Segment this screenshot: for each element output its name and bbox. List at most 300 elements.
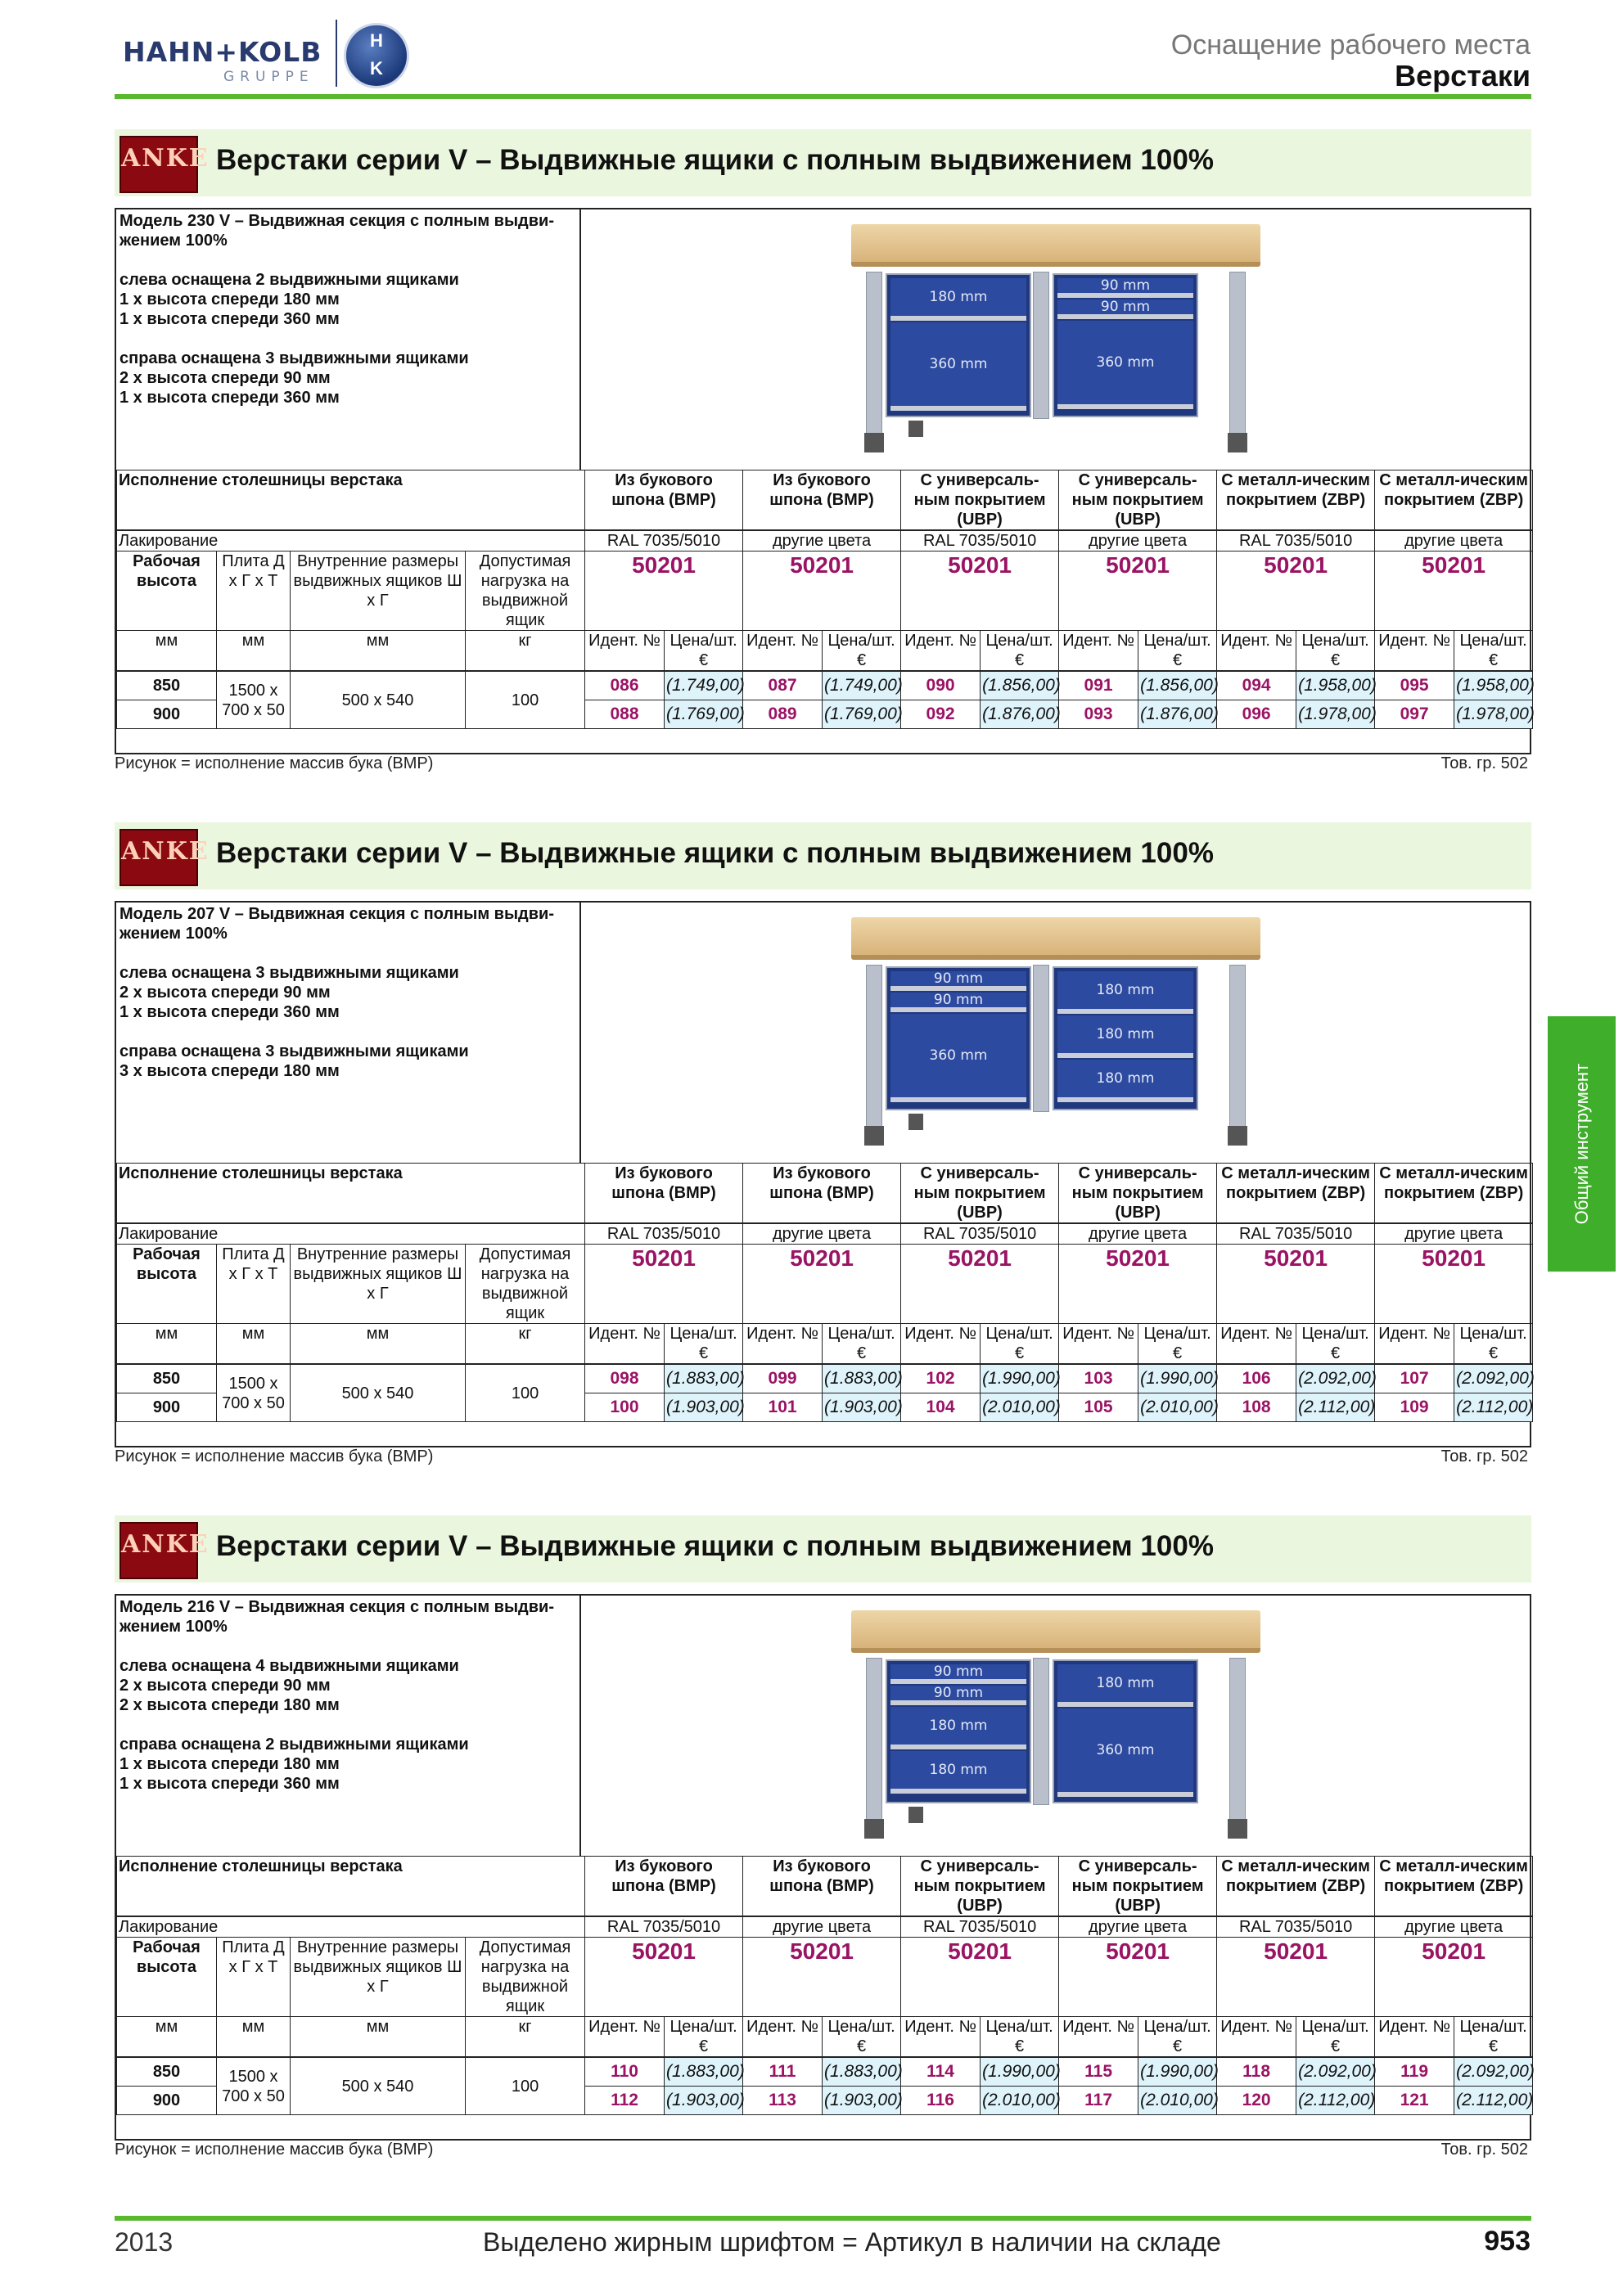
load-header: Допустимая нагрузка на выдвижной ящик	[466, 551, 585, 631]
unit-label: мм	[217, 1324, 291, 1365]
article-id[interactable]: 109	[1375, 1393, 1454, 1422]
price-table	[116, 470, 1533, 729]
left-config: 2 х высота спереди 90 мм	[119, 984, 331, 1002]
inner-size-header: Внутренние размеры выдвижных ящиков Ш х Г	[291, 551, 466, 631]
drawer: 360 mm	[1057, 321, 1193, 409]
brand-subname: GRUPPE	[223, 69, 314, 85]
plate-size: 1500 x 700 x 50	[217, 671, 291, 729]
variant-color: RAL 7035/5010	[901, 1916, 1059, 1938]
workbench-leg	[1229, 272, 1246, 435]
brand-logo	[119, 18, 417, 92]
work-height: 850	[117, 2057, 217, 2087]
article-id[interactable]: 108	[1217, 1393, 1296, 1422]
article-id[interactable]: 111	[743, 2057, 823, 2087]
left-drawer-cabinet	[886, 1659, 1031, 1803]
workbench-foot	[864, 1819, 884, 1839]
id-header: Идент. №	[901, 2017, 981, 2058]
price-table	[116, 1856, 1533, 2115]
drawer: 360 mm	[890, 1014, 1026, 1102]
plate-size: 1500 x 700 x 50	[217, 2057, 291, 2115]
article-price: (2.092,00)	[1454, 2057, 1533, 2087]
work-height: 850	[117, 671, 217, 700]
article-price: (1.883,00)	[665, 2057, 743, 2087]
price-header: Цена/шт. €	[823, 2017, 901, 2058]
article-id[interactable]: 093	[1059, 700, 1138, 729]
article-price: (1.978,00)	[1454, 700, 1533, 729]
category-side-tab[interactable]	[1548, 1016, 1616, 1272]
article-price: (2.010,00)	[981, 2087, 1059, 2115]
section-banner	[115, 822, 1531, 889]
id-header: Идент. №	[585, 1324, 665, 1365]
article-id[interactable]: 105	[1059, 1393, 1138, 1422]
workbench-foot	[908, 1807, 923, 1823]
variant-top-header: Из букового шпона (BMP)	[743, 1857, 901, 1917]
drawer: 90 mm	[890, 1664, 1026, 1684]
variant-color: другие цвета	[1059, 1223, 1217, 1245]
workbench-illustration	[851, 224, 1260, 453]
id-header: Идент. №	[1375, 1324, 1454, 1365]
anke-logo: ANKE	[119, 1522, 198, 1579]
article-price: (1.749,00)	[665, 671, 743, 700]
article-id[interactable]: 104	[901, 1393, 981, 1422]
section-banner	[115, 1515, 1531, 1582]
product-code: 50201	[585, 1938, 743, 2017]
work-height: 900	[117, 1393, 217, 1422]
variant-top-header: С металл-ическим покрытием (ZBP)	[1217, 470, 1375, 531]
price-header: Цена/шт. €	[981, 631, 1059, 672]
page-number: 953	[1484, 2226, 1531, 2257]
picture-note: Рисунок = исполнение массив бука (BMP)	[115, 1447, 434, 1465]
picture-note: Рисунок = исполнение массив бука (BMP)	[115, 2141, 434, 2159]
workbench-foot	[864, 1126, 884, 1146]
plate-header: Плита Д х Г х Т	[217, 1938, 291, 2017]
variant-top-header: С универсаль-ным покрытием (UBP)	[901, 1857, 1059, 1917]
workbench-illustration	[851, 917, 1260, 1146]
article-price: (1.856,00)	[981, 671, 1059, 700]
id-header: Идент. №	[1217, 631, 1296, 672]
price-header: Цена/шт. €	[665, 2017, 743, 2058]
section-banner	[115, 129, 1531, 196]
left-drawer-cabinet	[886, 966, 1031, 1110]
variant-color: RAL 7035/5010	[1217, 1223, 1375, 1245]
coating-label: Лакирование	[117, 1916, 585, 1938]
article-price: (1.958,00)	[1296, 671, 1375, 700]
article-price: (1.990,00)	[1138, 2057, 1217, 2087]
article-id[interactable]: 092	[901, 700, 981, 729]
max-load: 100	[466, 2057, 585, 2115]
drawer: 180 mm	[890, 1707, 1026, 1749]
workbench-foot	[1228, 1126, 1247, 1146]
product-code: 50201	[1217, 1938, 1375, 2017]
model-description	[116, 903, 581, 1163]
variant-top-header: С универсаль-ным покрытием (UBP)	[901, 470, 1059, 531]
section-title: Верстаки серии V – Выдвижные ящики с полным выдвижением 100%	[216, 1530, 1214, 1562]
article-id[interactable]: 116	[901, 2087, 981, 2115]
goods-group: Тов. гр. 502	[1440, 2141, 1528, 2159]
product-box	[115, 901, 1535, 1447]
price-header: Цена/шт. €	[1296, 2017, 1375, 2058]
variant-top-header: С металл-ическим покрытием (ZBP)	[1375, 1857, 1533, 1917]
product-code: 50201	[1217, 551, 1375, 631]
id-header: Идент. №	[1375, 631, 1454, 672]
side-tab-label: Общий инструмент	[1571, 1063, 1592, 1225]
article-id[interactable]: 091	[1059, 671, 1138, 700]
variant-top-header: Из букового шпона (BMP)	[743, 470, 901, 531]
work-height-header: Рабочая высота	[117, 1245, 217, 1324]
article-price: (2.112,00)	[1296, 1393, 1375, 1422]
variant-top-header: Из букового шпона (BMP)	[585, 1164, 743, 1224]
article-price: (1.749,00)	[823, 671, 901, 700]
variant-top-header: С универсаль-ным покрытием (UBP)	[1059, 470, 1217, 531]
article-price: (1.883,00)	[823, 2057, 901, 2087]
work-height: 900	[117, 700, 217, 729]
price-header: Цена/шт. €	[1138, 631, 1217, 672]
article-price: (1.769,00)	[823, 700, 901, 729]
left-config: 2 х высота спереди 90 мм	[119, 1677, 331, 1695]
article-price: (2.092,00)	[1296, 1364, 1375, 1393]
workbench-leg	[1033, 1658, 1049, 1805]
article-id[interactable]: 113	[743, 2087, 823, 2115]
product-code: 50201	[1059, 551, 1217, 631]
anke-logo: ANKE	[119, 829, 198, 886]
workbench-leg	[866, 965, 882, 1128]
article-id[interactable]: 088	[585, 700, 665, 729]
right-config: 1 х высота спереди 360 мм	[119, 389, 340, 407]
left-config: 2 х высота спереди 180 мм	[119, 1696, 340, 1714]
article-id[interactable]: 102	[901, 1364, 981, 1393]
drawer: 180 mm	[890, 278, 1026, 321]
unit-label: мм	[117, 631, 217, 672]
article-id[interactable]: 100	[585, 1393, 665, 1422]
product-code: 50201	[901, 551, 1059, 631]
article-price: (1.876,00)	[1138, 700, 1217, 729]
product-code: 50201	[743, 1938, 901, 2017]
coating-label: Лакирование	[117, 1223, 585, 1245]
variant-color: другие цвета	[1059, 1916, 1217, 1938]
variant-top-header: С универсаль-ным покрытием (UBP)	[901, 1164, 1059, 1224]
product-section	[115, 1515, 1535, 2159]
left-config: 1 х высота спереди 360 мм	[119, 1003, 340, 1021]
workbench-leg	[1229, 1658, 1246, 1821]
article-id[interactable]: 115	[1059, 2057, 1138, 2087]
inner-size: 500 x 540	[291, 2057, 466, 2115]
unit-label: кг	[466, 1324, 585, 1365]
inner-size: 500 x 540	[291, 671, 466, 729]
logo-emblem-icon: H K	[344, 23, 409, 88]
right-drawer-cabinet	[1053, 1659, 1198, 1803]
work-height-header: Рабочая высота	[117, 1938, 217, 2017]
workbench-illustration	[851, 1610, 1260, 1839]
article-price: (1.903,00)	[823, 1393, 901, 1422]
drawer: 180 mm	[1057, 1060, 1193, 1102]
variant-top-header: С универсаль-ным покрытием (UBP)	[1059, 1164, 1217, 1224]
article-price: (1.958,00)	[1454, 671, 1533, 700]
variant-color: RAL 7035/5010	[1217, 530, 1375, 551]
variant-top-header: С металл-ическим покрытием (ZBP)	[1375, 1164, 1533, 1224]
model-title: Модель 230 V – Выдвижная секция с полным выдви-жением 100%	[119, 212, 554, 250]
product-code: 50201	[1375, 551, 1533, 631]
product-code: 50201	[743, 1245, 901, 1324]
variant-color: RAL 7035/5010	[585, 1916, 743, 1938]
section-title: Верстаки серии V – Выдвижные ящики с полным выдвижением 100%	[216, 144, 1214, 176]
workbench-leg	[1033, 272, 1049, 419]
variant-top-header: С металл-ическим покрытием (ZBP)	[1375, 470, 1533, 531]
left-config: слева оснащена 2 выдвижными ящиками	[119, 271, 459, 289]
unit-label: кг	[466, 2017, 585, 2058]
picture-note: Рисунок = исполнение массив бука (BMP)	[115, 754, 434, 772]
workbench-foot	[908, 1114, 923, 1130]
variant-color: другие цвета	[1375, 1916, 1533, 1938]
model-title: Модель 216 V – Выдвижная секция с полным выдви-жением 100%	[119, 1598, 554, 1636]
article-id[interactable]: 089	[743, 700, 823, 729]
variant-color: RAL 7035/5010	[901, 530, 1059, 551]
goods-group: Тов. гр. 502	[1440, 754, 1528, 772]
variant-top-header: Из букового шпона (BMP)	[585, 470, 743, 531]
article-price: (1.856,00)	[1138, 671, 1217, 700]
right-config: 3 х высота спереди 180 мм	[119, 1062, 340, 1080]
article-id[interactable]: 094	[1217, 671, 1296, 700]
left-config: 1 х высота спереди 360 мм	[119, 310, 340, 328]
product-image	[581, 1596, 1530, 1856]
price-header: Цена/шт. €	[1454, 2017, 1533, 2058]
price-header: Цена/шт. €	[665, 631, 743, 672]
right-drawer-cabinet	[1053, 273, 1198, 417]
variant-top-header: Из букового шпона (BMP)	[585, 1857, 743, 1917]
id-header: Идент. №	[901, 1324, 981, 1365]
product-section	[115, 822, 1535, 1465]
product-code: 50201	[901, 1938, 1059, 2017]
coating-label: Лакирование	[117, 530, 585, 551]
id-header: Идент. №	[585, 631, 665, 672]
article-id[interactable]: 118	[1217, 2057, 1296, 2087]
article-price: (1.769,00)	[665, 700, 743, 729]
load-header: Допустимая нагрузка на выдвижной ящик	[466, 1938, 585, 2017]
article-id[interactable]: 099	[743, 1364, 823, 1393]
max-load: 100	[466, 1364, 585, 1422]
price-header: Цена/шт. €	[1296, 631, 1375, 672]
table-row	[117, 671, 1533, 700]
footer-divider	[115, 2216, 1531, 2221]
workbench-foot	[864, 433, 884, 452]
anke-logo: ANKE	[119, 136, 198, 193]
article-price: (1.990,00)	[981, 1364, 1059, 1393]
article-id[interactable]: 120	[1217, 2087, 1296, 2115]
id-header: Идент. №	[1375, 2017, 1454, 2058]
product-code: 50201	[1375, 1245, 1533, 1324]
article-price: (2.092,00)	[1454, 1364, 1533, 1393]
article-id[interactable]: 117	[1059, 2087, 1138, 2115]
article-id[interactable]: 114	[901, 2057, 981, 2087]
right-config: справа оснащена 3 выдвижными ящиками	[119, 1042, 469, 1060]
work-height: 900	[117, 2087, 217, 2115]
price-header: Цена/шт. €	[1454, 1324, 1533, 1365]
product-section	[115, 129, 1535, 772]
goods-group: Тов. гр. 502	[1440, 1447, 1528, 1465]
id-header: Идент. №	[743, 631, 823, 672]
model-title: Модель 207 V – Выдвижная секция с полным выдви-жением 100%	[119, 905, 554, 943]
article-id[interactable]: 096	[1217, 700, 1296, 729]
price-header: Цена/шт. €	[823, 1324, 901, 1365]
article-id[interactable]: 087	[743, 671, 823, 700]
variant-color: другие цвета	[1375, 1223, 1533, 1245]
id-header: Идент. №	[585, 2017, 665, 2058]
logo-divider	[336, 20, 337, 87]
article-price: (2.112,00)	[1454, 1393, 1533, 1422]
variant-color: RAL 7035/5010	[585, 530, 743, 551]
variant-color: RAL 7035/5010	[1217, 1916, 1375, 1938]
unit-label: мм	[217, 631, 291, 672]
plate-header: Плита Д х Г х Т	[217, 551, 291, 631]
top-design-label: Исполнение столешницы верстака	[117, 470, 585, 531]
article-price: (2.092,00)	[1296, 2057, 1375, 2087]
article-price: (1.883,00)	[665, 1364, 743, 1393]
product-image	[581, 209, 1530, 470]
article-id[interactable]: 121	[1375, 2087, 1454, 2115]
brand-name: HAHN+KOLB	[123, 36, 322, 68]
drawer: 90 mm	[890, 971, 1026, 991]
table-row	[117, 2057, 1533, 2087]
article-id[interactable]: 095	[1375, 671, 1454, 700]
price-header: Цена/шт. €	[981, 1324, 1059, 1365]
variant-color: другие цвета	[743, 1223, 901, 1245]
article-price: (2.010,00)	[981, 1393, 1059, 1422]
variant-color: другие цвета	[1375, 530, 1533, 551]
plate-size: 1500 x 700 x 50	[217, 1364, 291, 1422]
article-price: (1.903,00)	[665, 1393, 743, 1422]
footer-stock-note: Выделено жирным шрифтом = Артикул в наличии на складе	[483, 2227, 1221, 2257]
table-row	[117, 1364, 1533, 1393]
product-box	[115, 208, 1535, 754]
article-price: (1.883,00)	[823, 1364, 901, 1393]
workbench-leg	[866, 1658, 882, 1821]
article-price: (1.903,00)	[823, 2087, 901, 2115]
right-config: 2 х высота спереди 90 мм	[119, 369, 331, 387]
article-price: (1.990,00)	[981, 2057, 1059, 2087]
section-title: Верстаки серии V – Выдвижные ящики с полным выдвижением 100%	[216, 837, 1214, 869]
workbench-top	[851, 224, 1260, 267]
article-price: (2.010,00)	[1138, 1393, 1217, 1422]
article-price: (2.112,00)	[1454, 2087, 1533, 2115]
work-height: 850	[117, 1364, 217, 1393]
workbench-top	[851, 1610, 1260, 1653]
id-header: Идент. №	[1059, 631, 1138, 672]
article-id[interactable]: 106	[1217, 1364, 1296, 1393]
price-table	[116, 1163, 1533, 1422]
right-drawer-cabinet	[1053, 966, 1198, 1110]
drawer: 360 mm	[890, 322, 1026, 411]
header-title: Верстаки	[1395, 59, 1531, 92]
article-id[interactable]: 086	[585, 671, 665, 700]
article-price: (1.903,00)	[665, 2087, 743, 2115]
price-header: Цена/шт. €	[1454, 631, 1533, 672]
article-id[interactable]: 101	[743, 1393, 823, 1422]
drawer: 90 mm	[1057, 299, 1193, 319]
id-header: Идент. №	[743, 1324, 823, 1365]
drawer: 90 mm	[1057, 278, 1193, 298]
variant-color: другие цвета	[743, 1916, 901, 1938]
product-code: 50201	[1059, 1938, 1217, 2017]
variant-color: RAL 7035/5010	[585, 1223, 743, 1245]
article-id[interactable]: 110	[585, 2057, 665, 2087]
right-config: 1 х высота спереди 180 мм	[119, 1755, 340, 1773]
header-subtitle: Оснащение рабочего места	[1170, 29, 1531, 61]
price-header: Цена/шт. €	[665, 1324, 743, 1365]
drawer: 90 mm	[890, 993, 1026, 1012]
left-config: слева оснащена 3 выдвижными ящиками	[119, 964, 459, 982]
workbench-top	[851, 917, 1260, 960]
workbench-leg	[1033, 965, 1049, 1112]
footer-year: 2013	[115, 2227, 174, 2257]
left-drawer-cabinet	[886, 273, 1031, 417]
price-header: Цена/шт. €	[1296, 1324, 1375, 1365]
article-id[interactable]: 107	[1375, 1364, 1454, 1393]
article-price: (2.010,00)	[1138, 2087, 1217, 2115]
article-id[interactable]: 097	[1375, 700, 1454, 729]
variant-top-header: С универсаль-ным покрытием (UBP)	[1059, 1857, 1217, 1917]
article-id[interactable]: 112	[585, 2087, 665, 2115]
article-id[interactable]: 103	[1059, 1364, 1138, 1393]
product-code: 50201	[743, 551, 901, 631]
workbench-foot	[908, 421, 923, 437]
product-code: 50201	[901, 1245, 1059, 1324]
id-header: Идент. №	[901, 631, 981, 672]
id-header: Идент. №	[1059, 1324, 1138, 1365]
unit-label: мм	[117, 2017, 217, 2058]
inner-size-header: Внутренние размеры выдвижных ящиков Ш х Г	[291, 1938, 466, 2017]
drawer: 180 mm	[1057, 1664, 1193, 1707]
work-height-header: Рабочая высота	[117, 551, 217, 631]
header-divider	[115, 94, 1531, 99]
article-id[interactable]: 098	[585, 1364, 665, 1393]
right-config: справа оснащена 3 выдвижными ящиками	[119, 349, 469, 367]
model-description	[116, 1596, 581, 1856]
top-design-label: Исполнение столешницы верстака	[117, 1164, 585, 1224]
product-code: 50201	[1059, 1245, 1217, 1324]
variant-top-header: Из букового шпона (BMP)	[743, 1164, 901, 1224]
price-header: Цена/шт. €	[1138, 2017, 1217, 2058]
article-price: (1.876,00)	[981, 700, 1059, 729]
load-header: Допустимая нагрузка на выдвижной ящик	[466, 1245, 585, 1324]
unit-label: мм	[217, 2017, 291, 2058]
product-code: 50201	[585, 1245, 743, 1324]
unit-label: мм	[291, 1324, 466, 1365]
price-header: Цена/шт. €	[823, 631, 901, 672]
article-price: (2.112,00)	[1296, 2087, 1375, 2115]
right-config: 1 х высота спереди 360 мм	[119, 1775, 340, 1793]
workbench-leg	[1229, 965, 1246, 1128]
article-id[interactable]: 090	[901, 671, 981, 700]
model-description	[116, 209, 581, 470]
unit-label: мм	[291, 631, 466, 672]
drawer: 180 mm	[1057, 971, 1193, 1014]
drawer: 180 mm	[890, 1751, 1026, 1794]
article-id[interactable]: 119	[1375, 2057, 1454, 2087]
variant-color: другие цвета	[743, 530, 901, 551]
price-header: Цена/шт. €	[981, 2017, 1059, 2058]
plate-header: Плита Д х Г х Т	[217, 1245, 291, 1324]
unit-label: кг	[466, 631, 585, 672]
product-code: 50201	[1217, 1245, 1375, 1324]
product-box	[115, 1594, 1535, 2141]
variant-color: RAL 7035/5010	[901, 1223, 1059, 1245]
drawer: 360 mm	[1057, 1708, 1193, 1797]
max-load: 100	[466, 671, 585, 729]
price-header: Цена/шт. €	[1138, 1324, 1217, 1365]
workbench-foot	[1228, 433, 1247, 452]
variant-top-header: С металл-ическим покрытием (ZBP)	[1217, 1164, 1375, 1224]
left-config: слева оснащена 4 выдвижными ящиками	[119, 1657, 459, 1675]
article-price: (1.990,00)	[1138, 1364, 1217, 1393]
